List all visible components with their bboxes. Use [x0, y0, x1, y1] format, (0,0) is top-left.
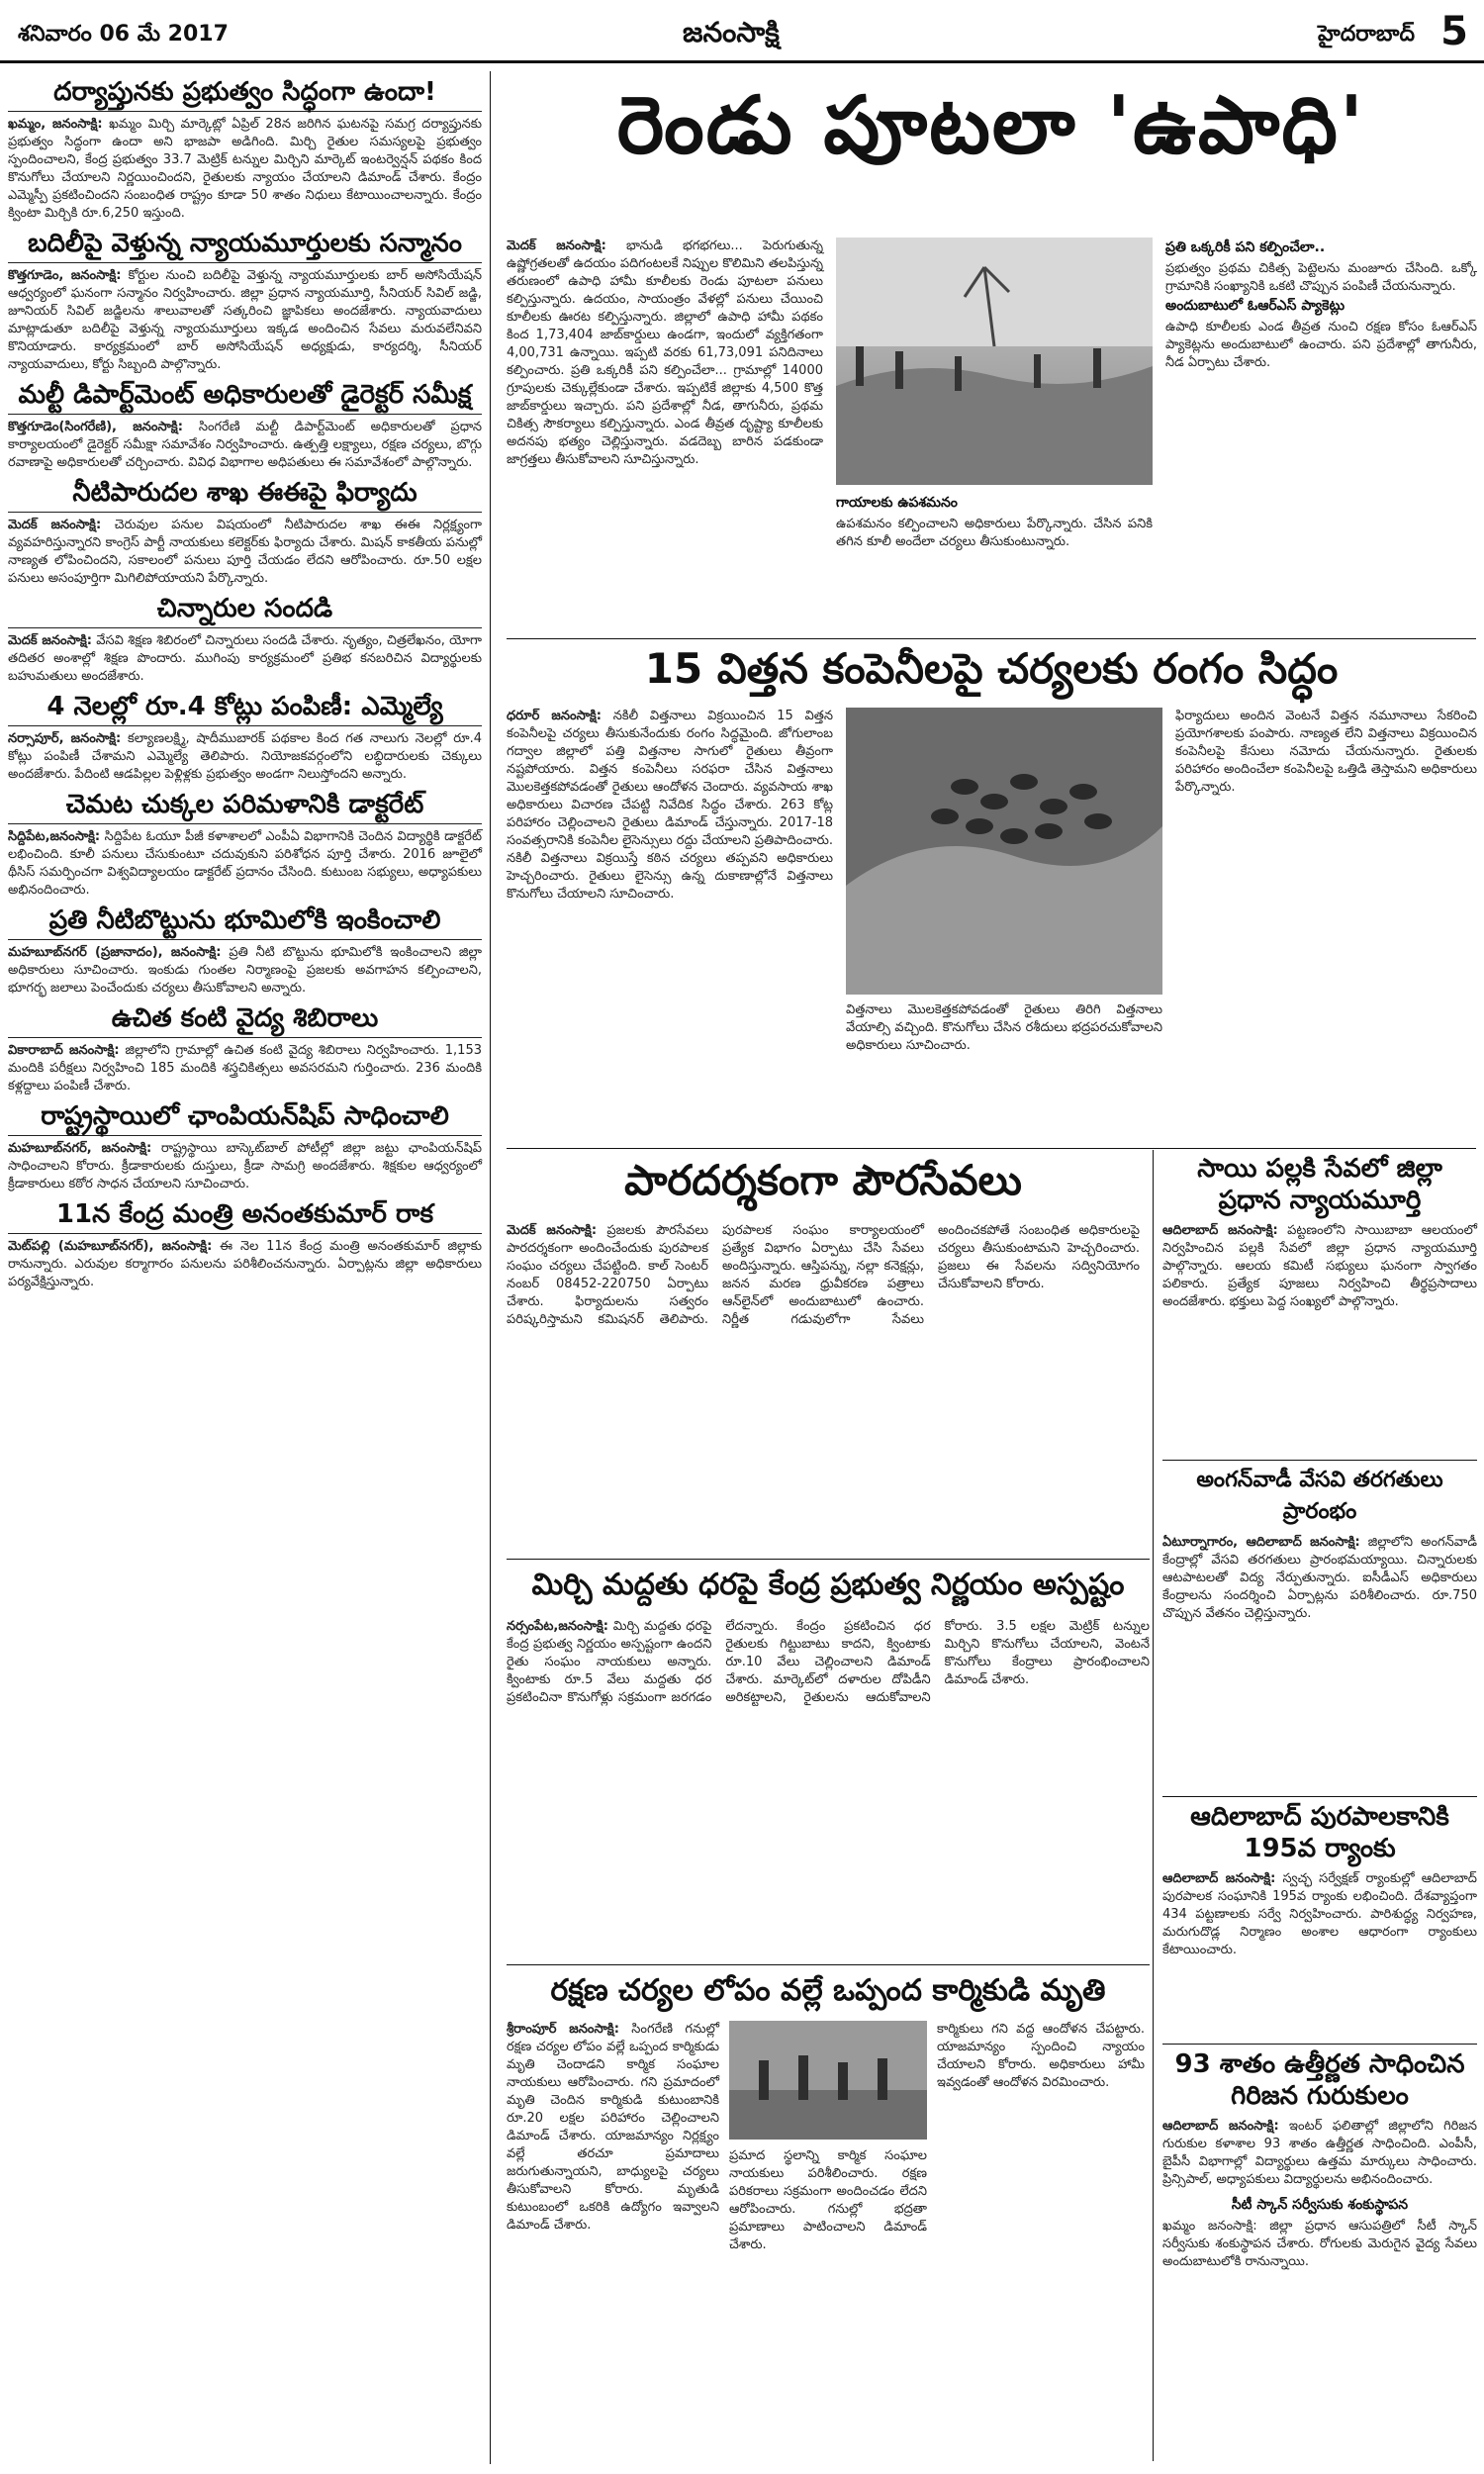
left-story-body: జిల్లాలోని గ్రామాల్లో ఉచిత కంటి వైద్య శిబిరాలు నిర్వహించారు. 1,153 మందికి పరీక్షలు నిర్వహించి 185 మందికి శస్త్రచికిత్సలు అవసరమని గుర్తించారు. 236 మందికి కళ్లద్దాలు పంపిణీ చేశారు.	[8, 1043, 482, 1094]
seeds-photo	[846, 708, 1162, 995]
seeds-body: నకిలీ విత్తనాలు విక్రయించిన 15 విత్తన కంపెనీలపై చర్యలు తీసుకునేందుకు రంగం సిద్ధమైంది. జోగులాంబ గద్వాల జిల్లాలో పత్తి విత్తనాల సాగులో రైతులు తీవ్రంగా నష్టపోయారు. విత్తన కంపెనీలు సరఫరా చేసిన విత్తనాలు మొలకెత్తకపోవడంతో రైతులు ఆందోళన చెందారు. వ్యవసాయ శాఖ అధికారులు విచారణ చేపట్టి నివేదిక సిద్ధం చేశారు. 263 కోట్ల పరిహారం చెల్లించాలని రైతులు డిమాండ్ చేస్తున్నారు. 2017-18 సంవత్సరానికి కంపెనీల లైసెన్సులు రద్దు చేయాలని ప్రతిపాదించారు. నకిలీ విత్తనాలు విక్రయిస్తే కఠిన చర్యలు తప్పవని అధికారులు హెచ్చరించారు. రైతులు లైసెన్సు ఉన్న దుకాణాల్లోనే విత్తనాలు కొనుగోలు చేయాలని సూచించారు.	[507, 709, 834, 902]
left-story	[8, 790, 482, 900]
main-headline: రెండు పూటలా 'ఉపాధి'	[616, 79, 1366, 171]
left-story	[8, 1199, 482, 1291]
anganwadi-story	[1162, 1465, 1477, 1791]
left-story	[8, 229, 482, 374]
left-story-dateline: మహబూబ్‌నగర్, జనంసాక్షి:	[8, 1141, 152, 1156]
left-story-dateline: కొత్తగూడెం(సింగరేణి), జనంసాక్షి:	[8, 420, 183, 434]
left-story-headline: బదిలీపై వెళ్తున్న న్యాయమూర్తులకు సన్మానం	[8, 229, 482, 263]
left-story	[8, 692, 482, 784]
paara-dateline: మెదక్ జనంసాక్షి:	[507, 1223, 598, 1238]
upadhi-story-col2: గాయాలకు ఉపశమనం ఉపశమనం కల్పించాలని అధికారులు పేర్కొన్నారు. చేసిన పనికి తగిన కూలీ అందేలా చర్యలు తీసుకుంటున్నారు.	[836, 495, 1153, 549]
left-story-body: ఈ నెల 11న కేంద్ర మంత్రి అనంతకుమార్ జిల్లాకు రానున్నారు. ఎరువుల కర్మాగారం పనులను పరిశీలించనున్నారు. ఏర్పాట్లను జిల్లా అధికారులు పర్యవేక్షిస్తున్నారు.	[8, 1239, 483, 1289]
mirchi-headline: మిర్చి మద్దతు ధరపై కేంద్ర ప్రభుత్వ నిర్ణయం అస్పష్టం	[531, 1568, 1125, 1602]
left-story-body: సింగరేణి మల్టీ డిపార్ట్‌మెంట్ అధికారులతో ప్రధాన కార్యాలయంలో డైరెక్టర్ సమీక్షా సమావేశం నిర్వహించారు. ఉత్పత్తి లక్ష్యాలు, రక్షణ చర్యలు, బొగ్గు రవాణాపై అధికారులతో చర్చించారు. వివిధ విభాగాల అధిపతులు ఈ సమావేశంలో పాల్గొన్నారు.	[8, 420, 482, 470]
left-column	[8, 71, 491, 2464]
upadhi-body: భానుడి భగభగలు... పెరుగుతున్న ఉష్ణోగ్రతలతో ఉదయం పదిగంటలకే నిప్పుల కొలిమిని తలపిస్తున్న తరుణంలో ఉపాధి హామీ కూలీలకు రెండు పూటలా పనులు కల్పిస్తున్నారు. ఉదయం, సాయంత్రం వేళల్లో పనులు చేయించి కూలీలకు ఊరట కల్పిస్తున్నారు. జిల్లాలో ఉపాధి హామీ పథకం కింద 1,73,404 జాబ్‌కార్డులు ఉండగా, ఇందులో వ్యక్తిగతంగా 4,00,731 ఉన్నాయి. ఇప్పటి వరకు 61,73,091 పనిదినాలు కల్పించారు. ప్రతి ఒక్కరికీ పని కల్పించేలా... గ్రామాల్లో 14000 గ్రూపులకు చెక్కుల్లేకుండా చేశారు. ఇప్పటికే జిల్లాకు 4,500 కొత్త జాబ్‌కార్డులు ఇచ్చారు. పని ప్రదేశాల్లో నీడ, తాగునీరు, ప్రథమ చికిత్స సౌకర్యాలు కల్పిస్తున్నారు. ఎండ తీవ్రత దృష్ట్యా కూలీలకు అదనపు భత్యం చెల్లిస్తున్నారు. వడదెబ్బ బారిన పడకుండా జాగ్రత్తలు తీసుకోవాలని సూచిస్తున్నారు.	[507, 238, 823, 467]
upadhi-subhead-2: అందుబాటులో ఓఆర్‌ఎస్ ప్యాకెట్లు	[1165, 298, 1345, 314]
adilabad-rank-headline: ఆదిలాబాద్ పురపాలకానికి 195వ ర్యాంకు	[1190, 1802, 1449, 1863]
left-story-headline: 11న కేంద్ర మంత్రి అనంతకుమార్ రాక	[8, 1199, 482, 1234]
upadhi-story-col1	[507, 238, 823, 633]
gurukul-dateline: ఆదిలాబాద్ జనంసాక్షి:	[1162, 2119, 1279, 2134]
left-story-dateline: నర్సాపూర్, జనంసాక్షి:	[8, 731, 122, 746]
left-story-dateline: సిద్దిపేట,జనంసాక్షి:	[8, 829, 101, 844]
left-story-headline: మల్టీ డిపార్ట్‌మెంట్ అధికారులతో డైరెక్టర్ సమీక్ష	[8, 380, 482, 415]
worker-body: సింగరేణి గనుల్లో రక్షణ చర్యల లోపం వల్లే ఒప్పంద కార్మికుడు మృతి చెందాడని కార్మిక సంఘాల నాయకులు ఆరోపించారు. గని ప్రమాదంలో మృతి చెందిన కార్మికుడి కుటుంబానికి రూ.20 లక్షల పరిహారం చెల్లించాలని డిమాండ్ చేశారు. యాజమాన్యం నిర్లక్ష్యం వల్లే తరచూ ప్రమాదాలు జరుగుతున్నాయని, బాధ్యులపై చర్యలు తీసుకోవాలని కోరారు. మృతుడి కుటుంబంలో ఒకరికి ఉద్యోగం ఇవ్వాలని డిమాండ్ చేశారు.	[507, 2022, 719, 2233]
paara-headline: పారదర్శకంగా పౌరసేవలు	[624, 1156, 1022, 1204]
left-story-headline: నీటిపారుదల శాఖ ఈఈపై ఫిర్యాదు	[8, 478, 482, 513]
left-story	[8, 77, 482, 223]
left-story-headline: రాష్ట్రస్థాయిలో ఛాంపియన్‌షిప్ సాధించాలి	[8, 1101, 482, 1136]
adilabad-rank-story	[1162, 1801, 1477, 2039]
adilabad-rank-body: స్వచ్ఛ సర్వేక్షణ్ ర్యాంకుల్లో ఆదిలాబాద్ పురపాలక సంఘానికి 195వ ర్యాంకు లభించింది. దేశవ్యాప్తంగా 434 పట్టణాలకు సర్వే నిర్వహించారు. పారిశుద్ధ్య నిర్వహణ, మరుగుదొడ్ల నిర్మాణం అంశాల ఆధారంగా ర్యాంకులు కేటాయించారు.	[1162, 1871, 1477, 1957]
worker-headline: రక్షణ చర్యల లోపం వల్లే ఒప్పంద కార్మికుడి మృతి	[550, 1973, 1106, 2008]
left-story-text	[8, 632, 482, 686]
sai-headline: సాయి పల్లకి సేవలో జిల్లా ప్రధాన న్యాయమూర్తి	[1197, 1154, 1442, 1215]
left-story-body: రాష్ట్రస్థాయి బాస్కెట్‌బాల్ పోటీల్లో జిల్లా జట్టు ఛాంపియన్‌షిప్ సాధించాలని కోరారు. క్రీడాకారులకు దుస్తులు, క్రీడా సామగ్రి అందజేశారు. శిక్షకుల ఆధ్వర్యంలో క్రీడాకారులు కఠోర సాధన చేయాలని సూచించారు.	[8, 1141, 483, 1191]
seeds-story-col1	[507, 708, 833, 1143]
left-story-body: వేసవి శిక్షణ శిబిరంలో చిన్నారులు సందడి చేశారు. నృత్యం, చిత్రలేఖనం, యోగా తదితర అంశాల్లో శిక్షణ పొందారు. ముగింపు కార్యక్రమంలో ప్రతిభ కనబరిచిన విద్యార్థులకు బహుమతులు అందజేశారు.	[8, 633, 482, 684]
seeds-story-col2: విత్తనాలు మొలకెత్తకపోవడంతో రైతులు తిరిగి విత్తనాలు వేయాల్సి వచ్చింది. కొనుగోలు చేసిన రశీదులు భద్రపరచుకోవాలని అధికారులు సూచించారు.	[846, 1002, 1162, 1053]
left-story-body: కల్యాణలక్ష్మి, షాదీముబారక్ పథకాల కింద గత నాలుగు నెలల్లో రూ.4 కోట్లు పంపిణీ చేశామని ఎమ్మెల్యే తెలిపారు. నియోజకవర్గంలోని లబ్ధిదారులకు చెక్కులు అందజేశారు. పేదింటి ఆడపిల్లల పెళ్లిళ్లకు ప్రభుత్వం అండగా నిలుస్తోందని అన్నారు.	[8, 731, 482, 782]
anganwadi-dateline: ఏటూర్నాగారం, ఆదిలాబాద్ జనంసాక్షి:	[1162, 1535, 1360, 1550]
masthead	[0, 0, 1484, 63]
left-story-headline: ప్రతి నీటిబొట్టును భూమిలోకి ఇంకించాలి	[8, 905, 482, 940]
paara-story	[507, 1222, 1140, 1549]
anganwadi-headline: అంగన్‌వాడీ వేసవి తరగతులు ప్రారంభం	[1196, 1468, 1443, 1524]
worker-photo	[729, 2021, 927, 2140]
adilabad-rank-dateline: ఆదిలాబాద్ జనంసాక్షి:	[1162, 1871, 1276, 1886]
edition-city: హైదరాబాద్	[1318, 22, 1415, 47]
left-story-text	[8, 1042, 482, 1095]
left-story-dateline: మహబూబ్‌నగర్ (ప్రజానాదం), జనంసాక్షి:	[8, 945, 222, 960]
left-story-text	[8, 828, 482, 900]
gurukul-story: 93 శాతం ఉత్తీర్ణత సాధించిన గిరిజన గురుకులం ఆదిలాబాద్ జనంసాక్షి: ఇంటర్ ఫలితాల్లో జిల్లాలోని గిరిజన గురుకుల కళాశాల 93 శాతం ఉత్తీర్ణత సాధించింది. ఎంపీసీ, బైపీసీ విభాగాల్లో విద్యార్థులు ఉత్తమ మార్కులు సాధించారు. ప్రిన్సిపాల్, అధ్యాపకులు విద్యార్థులను అభినందించారు. సీటీ స్కాన్ సర్వీసుకు శంకుస్థాపన ఖమ్మం జనంసాక్షి: జిల్లా ప్రధాన ఆసుపత్రిలో సీటీ స్కాన్ సర్వీసుకు శంకుస్థాపన చేశారు. రోగులకు మెరుగైన వైద్య సేవలు అందుబాటులోకి రానున్నాయి.	[1162, 2049, 1477, 2269]
left-story-dateline: మెట్‌పల్లి (మహబూబ్‌నగర్), జనంసాక్షి:	[8, 1239, 213, 1254]
upadhi-subhead-1: ప్రతి ఒక్కరికీ పని కల్పించేలా..	[1165, 239, 1326, 255]
upadhi-story-col3: ప్రతి ఒక్కరికీ పని కల్పించేలా.. ప్రభుత్వం ప్రథమ చికిత్స పెట్టెలను మంజూరు చేసింది. ఒక్కో గ్రామానికి సంఖ్యానికి ఒకటి చొప్పున పంపిణీ చేయనున్నారు. అందుబాటులో ఓఆర్‌ఎస్ ప్యాకెట్లు ఉపాధి కూలీలకు ఎండ తీవ్రత నుంచి రక్షణ కోసం ఓఆర్‌ఎస్ ప్యాకెట్లను అందుబాటులో ఉంచారు. పని ప్రదేశాల్లో తాగునీరు, నీడ ఏర్పాటు చేశారు.	[1165, 239, 1477, 370]
gurukul-subhead: సీటీ స్కాన్ సర్వీసుకు శంకుస్థాపన	[1231, 2197, 1409, 2213]
paara-body: ప్రజలకు పౌరసేవలు పారదర్శకంగా అందించేందుకు పురపాలక సంఘం చర్యలు చేపట్టింది. కాల్ సెంటర్ నంబర్ 08452-220750 ఏర్పాటు చేశారు. ఫిర్యాదులను సత్వరం పరిష్కరిస్తామని కమిషనర్ తెలిపారు. పురపాలక సంఘం కార్యాలయంలో ప్రత్యేక విభాగం ఏర్పాటు చేసి సేవలు అందిస్తున్నారు. ఆస్తిపన్ను, నల్లా కనెక్షన్లు, జనన మరణ ధ్రువీకరణ పత్రాలు ఆన్‌లైన్‌లో అందుబాటులో ఉంచారు. నిర్ణీత గడువులోగా సేవలు అందించకపోతే సంబంధిత అధికారులపై చర్యలు తీసుకుంటామని హెచ్చరించారు. ప్రజలు ఈ సేవలను సద్వినియోగం చేసుకోవాలని కోరారు.	[507, 1223, 1140, 1327]
mirchi-story	[507, 1618, 1150, 1954]
anganwadi-body: జిల్లాలోని అంగన్‌వాడీ కేంద్రాల్లో వేసవి తరగతులు ప్రారంభమయ్యాయి. చిన్నారులకు ఆటపాటలతో విద్య నేర్పుతున్నారు. ఐసీడీఎస్ అధికారులు కేంద్రాలను సందర్శించి ఏర్పాట్లను పరిశీలించారు. రూ.750 చొప్పున వేతనం చెల్లిస్తున్నారు.	[1162, 1535, 1477, 1621]
upadhi-dateline: మెదక్ జనంసాక్షి:	[507, 238, 606, 253]
worker-story-col2: ప్రమాద స్థలాన్ని కార్మిక సంఘాల నాయకులు పరిశీలించారు. రక్షణ పరికరాలు సక్రమంగా అందించడం లేదని ఆరోపించారు. గనుల్లో భద్రతా ప్రమాణాలు పాటించాలని డిమాండ్ చేశారు.	[729, 2148, 927, 2252]
gurukul-headline: 93 శాతం ఉత్తీర్ణత సాధించిన గిరిజన గురుకులం	[1174, 2049, 1465, 2111]
left-story-text	[8, 944, 482, 998]
left-story-dateline: ఖమ్మం, జనంసాక్షి:	[8, 117, 103, 132]
left-story-headline: దర్యాప్తునకు ప్రభుత్వం సిద్ధంగా ఉందా!	[8, 77, 482, 112]
left-story	[8, 380, 482, 472]
left-story	[8, 1101, 482, 1193]
left-story	[8, 905, 482, 998]
seeds-headline: 15 విత్తన కంపెనీలపై చర్యలకు రంగం సిద్ధం	[644, 644, 1339, 693]
left-story-body: కోర్టుల నుంచి బదిలీపై వెళ్తున్న న్యాయమూర్తులకు బార్ అసోసియేషన్ ఆధ్వర్యంలో ఘనంగా సన్మానం నిర్వహించారు. జిల్లా ప్రధాన న్యాయమూర్తి, సీనియర్ సివిల్ జడ్జి, జూనియర్ సివిల్ జడ్జిలను శాలువాలతో సత్కరించి జ్ఞాపికలు అందజేశారు. న్యాయవాదులు మాట్లాడుతూ బదిలీపై వెళ్తున్న న్యాయమూర్తులు ఇక్కడ అందించిన సేవలు మరువలేనివని కొనియాడారు. కార్యక్రమంలో బార్ అసోసియేషన్ అధ్యక్షుడు, కార్యదర్శి, సీనియర్ న్యాయవాదులు, కోర్టు సిబ్బంది పాల్గొన్నారు.	[8, 268, 482, 372]
left-story	[8, 1003, 482, 1095]
left-story-dateline: కొత్తగూడెం, జనంసాక్షి:	[8, 268, 122, 283]
worker-story-col3: కార్మికులు గని వద్ద ఆందోళన చేపట్టారు. యాజమాన్యం స్పందించి న్యాయం చేయాలని కోరారు. అధికారులు హామీ ఇవ్వడంతో ఆందోళన విరమించారు.	[937, 2022, 1145, 2090]
left-story-body: చెరువుల పనుల విషయంలో నీటిపారుదల శాఖ ఈఈ నిర్లక్ష్యంగా వ్యవహరిస్తున్నారని కాంగ్రెస్ పార్టీ నాయకులు కలెక్టర్‌కు ఫిర్యాదు చేశారు. మిషన్ కాకతీయ పనుల్లో నాణ్యత లోపించిందని, సకాలంలో పనులు పూర్తి చేయడం లేదని ఆరోపించారు. రూ.50 లక్షల పనులు అసంపూర్తిగా మిగిలిపోయాయని పేర్కొన్నారు.	[8, 518, 482, 586]
left-story-text	[8, 1140, 482, 1193]
left-story-body: సిద్దిపేట ఓయూ పీజీ కళాశాలలో ఎంపీఏ విభాగానికి చెందిన విద్యార్థికి డాక్టరేట్ లభించింది. కూలీ పనులు చేసుకుంటూ చదువుకుని పరిశోధన పూర్తి చేశారు. 2016 జూలైలో థీసిస్ సమర్పించగా విశ్వవిద్యాలయం డాక్టరేట్ ప్రదానం చేసింది. కుటుంబ సభ్యులు, అధ్యాపకులు అభినందించారు.	[8, 829, 483, 898]
sai-body: పట్టణంలోని సాయిబాబా ఆలయంలో నిర్వహించిన పల్లకి సేవలో జిల్లా ప్రధాన న్యాయమూర్తి పాల్గొన్నారు. ఆలయ కమిటీ సభ్యులు ఘనంగా స్వాగతం పలికారు. ప్రత్యేక పూజలు నిర్వహించి తీర్థప్రసాదాలు అందజేశారు. భక్తులు పెద్ద సంఖ్యలో పాల్గొన్నారు.	[1162, 1223, 1478, 1309]
left-story-headline: 4 నెలల్లో రూ.4 కోట్లు పంపిణీ: ఎమ్మెల్యే	[8, 692, 482, 726]
sai-dateline: ఆదిలాబాద్ జనంసాక్షి:	[1162, 1223, 1278, 1238]
issue-date: శనివారం 06 మే 2017	[18, 22, 229, 47]
left-story	[8, 594, 482, 686]
left-story-text	[8, 730, 482, 784]
left-story-body: ప్రతి నీటి బొట్టును భూమిలోకి ఇంకించాలని జిల్లా అధికారులు సూచించారు. ఇంకుడు గుంతల నిర్మాణంపై ప్రజలకు అవగాహన కల్పించాలని, భూగర్భ జలాలు పెంచేందుకు చర్యలు తీసుకోవాలని అన్నారు.	[8, 945, 482, 996]
left-story-text	[8, 1238, 482, 1291]
left-story-text	[8, 517, 482, 588]
mirchi-dateline: నర్సంపేట,జనంసాక్షి:	[507, 1619, 608, 1634]
left-story-headline: ఉచిత కంటి వైద్య శిబిరాలు	[8, 1003, 482, 1038]
upadhi-subhead-3: గాయాలకు ఉపశమనం	[836, 495, 958, 511]
gurukul-body: ఇంటర్ ఫలితాల్లో జిల్లాలోని గిరిజన గురుకుల కళాశాల 93 శాతం ఉత్తీర్ణత సాధించింది. ఎంపీసీ, బైపీసీ విభాగాల్లో విద్యార్థులు ఉత్తమ మార్కులు సాధించారు. ప్రిన్సిపాల్, అధ్యాపకులు విద్యార్థులను అభినందించారు.	[1162, 2119, 1477, 2187]
page-number: 5	[1440, 9, 1468, 54]
left-story-dateline: మెదక్ జనంసాక్షి:	[8, 633, 92, 648]
left-story-dateline: వికారాబాద్ జనంసాక్షి:	[8, 1043, 120, 1058]
mirchi-body: మిర్చి మద్దతు ధరపై కేంద్ర ప్రభుత్వ నిర్ణయం అస్పష్టంగా ఉందని రైతు సంఘం నాయకులు అన్నారు. క్వింటాకు రూ.5 వేలు మద్దతు ధర ప్రకటించినా కొనుగోళ్లు సక్రమంగా జరగడం లేదన్నారు. కేంద్రం ప్రకటించిన ధర రైతులకు గిట్టుబాటు కాదని, క్వింటాకు రూ.10 వేలు చెల్లించాలని డిమాండ్ చేశారు. మార్కెట్‌లో దళారుల దోపిడీని అరికట్టాలని, రైతులను ఆదుకోవాలని కోరారు. 3.5 లక్షల మెట్రిక్ టన్నుల మిర్చిని కొనుగోలు చేయాలని, వెంటనే కొనుగోలు కేంద్రాలు ప్రారంభించాలని డిమాండ్ చేశారు.	[507, 1619, 1150, 1705]
left-story-dateline: మెదక్ జనంసాక్షి:	[8, 518, 102, 532]
upadhi-photo	[836, 238, 1153, 485]
sai-story	[1162, 1153, 1477, 1450]
paper-logo: జనంసాక్షి	[683, 16, 780, 48]
left-story	[8, 478, 482, 588]
worker-dateline: శ్రీరాంపూర్ జనంసాక్షి:	[507, 2022, 619, 2037]
seeds-dateline: ధరూర్ జనంసాక్షి:	[507, 709, 602, 723]
left-story-text	[8, 419, 482, 472]
seeds-story-col3: ఫిర్యాదులు అందిన వెంటనే విత్తన నమూనాలు సేకరించి ప్రయోగశాలకు పంపారు. నాణ్యత లేని విత్తనాలు విక్రయించిన కంపెనీలపై కేసులు నమోదు చేయనున్నారు. రైతులకు పరిహారం అందించేలా కంపెనీలపై ఒత్తిడి తెస్తామని అధికారులు పేర్కొన్నారు.	[1175, 709, 1477, 795]
left-story-headline: చెమట చుక్కల పరిమళానికి డాక్టరేట్	[8, 790, 482, 824]
left-story-text	[8, 267, 482, 374]
left-story-headline: చిన్నారుల సందడి	[8, 594, 482, 628]
left-story-body: ఖమ్మం మిర్చి మార్కెట్లో ఏప్రిల్ 28న జరిగిన ఘటనపై సమగ్ర దర్యాప్తునకు ప్రభుత్వం సిద్ధంగా ఉందా అని భాజపా అడిగింది. మిర్చి రైతుల సమస్యలపై ప్రభుత్వం స్పందించాలని, కేంద్ర ప్రభుత్వం 33.7 మెట్రిక్ టన్నుల మిర్చిని మార్కెట్ ఇంటర్వెన్షన్ పథకం కింద కొనుగోలు చేయాలని నిర్ణయించిందని, రైతులకు న్యాయం చేయాలని డిమాండ్ చేశారు. కేంద్రం ఎమ్మెస్పీ ప్రకటించిందని సంబంధిత రాష్ట్రం కూడా 50 శాతం నిధులు కేటాయించాలన్నారు. కేంద్రం క్వింటా మిర్చికి రూ.6,250 ఇస్తుంది.	[8, 117, 483, 221]
worker-story-col1	[507, 2021, 719, 2456]
left-story-text	[8, 116, 482, 223]
